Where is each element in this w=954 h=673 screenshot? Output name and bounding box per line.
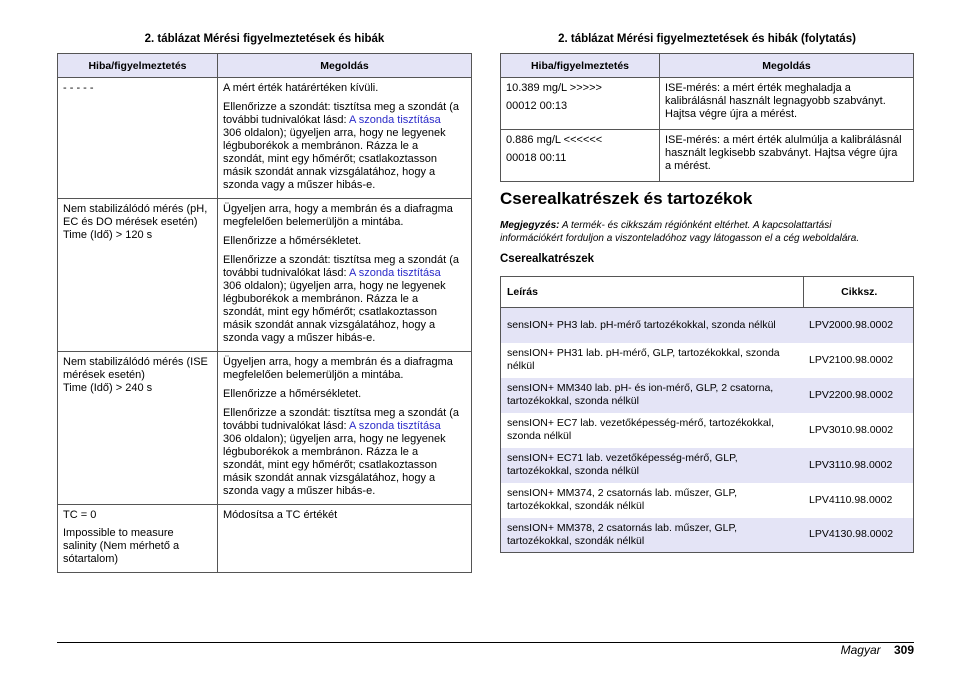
- parts-row: [501, 378, 914, 413]
- solution-text: [223, 472, 466, 485]
- part-description-text: nélkül: [507, 360, 535, 372]
- probe-cleaning-link[interactable]: A szonda tisztítása: [348, 420, 441, 432]
- solution-text: [223, 127, 466, 140]
- solution-line: Ellenőrizze a hőmérsékletet.: [223, 388, 362, 400]
- solution-line: Ügyeljen arra, hogy a membrán és a diafragma: [223, 203, 453, 215]
- part-code: LPV2000.98.0002: [803, 308, 914, 343]
- part-description: [501, 378, 804, 413]
- fault-text: TC = 0: [63, 509, 97, 521]
- note-line: A termék- és cikkszám régiónként eltérhet. A kapcsolattartási: [559, 220, 832, 231]
- solution-line: Ügyeljen arra, hogy a membrán és a diafragma: [223, 356, 453, 368]
- solution-paragraph: [223, 407, 466, 498]
- note-label: Megjegyzés:: [500, 220, 560, 231]
- section-heading: Cserealkatrészek és tartozékok: [500, 189, 753, 208]
- fault-column-header: Hiba/figyelmeztetés: [501, 54, 660, 78]
- part-description: [501, 343, 804, 378]
- solution-line: további tudnivalókat lásd:: [223, 267, 349, 279]
- part-code: LPV3110.98.0002: [803, 448, 914, 483]
- fault-text: EC és DO mérések esetén): [63, 216, 198, 228]
- solution-line: 306 oldalon); ügyeljen arra, hogy ne legyenek: [223, 280, 446, 292]
- solution-text: [223, 140, 466, 153]
- part-description-text: tartozékokkal, szondák nélkül: [507, 500, 645, 512]
- solution-line: Módosítsa a TC értékét: [223, 509, 338, 521]
- solution-line: szonda vagy a műszer hibás-e.: [223, 332, 376, 344]
- solution-text: [223, 82, 466, 95]
- solution-line: 306 oldalon); ügyeljen arra, hogy ne legyenek: [223, 127, 446, 139]
- part-description-text: tartozékokkal, szonda nélkül: [507, 465, 639, 477]
- solution-cell: [218, 505, 472, 573]
- part-description-text: sensION+ EC7 lab. vezetőképesség-mérő, tartozékokkal,: [507, 417, 775, 429]
- part-description: [501, 483, 804, 518]
- solution-text: [223, 420, 466, 433]
- solution-paragraph: [223, 254, 466, 345]
- part-description-text: sensION+ MM340 lab. pH- és ion-mérő, GLP, 2 csatorna,: [507, 382, 774, 394]
- solution-line: szonda vagy a műszer hibás-e.: [223, 485, 376, 497]
- solution-text: [223, 114, 466, 127]
- solution-text: [223, 459, 466, 472]
- solution-text: a mérést.: [665, 160, 711, 172]
- table-row: [58, 199, 472, 352]
- solution-text: [223, 267, 466, 280]
- probe-cleaning-link[interactable]: A szonda tisztítása: [348, 114, 441, 126]
- solution-text: [223, 306, 466, 319]
- solution-cell: [218, 199, 472, 352]
- solution-column-header: Megoldás: [660, 54, 914, 78]
- part-code: LPV4110.98.0002: [809, 493, 893, 506]
- parts-row: [501, 308, 914, 343]
- part-code: LPV4130.98.0002: [803, 518, 914, 553]
- table-row: [58, 505, 472, 573]
- solution-paragraph: [223, 203, 466, 229]
- fault-text: salinity (Nem mérhető a: [63, 540, 180, 552]
- parts-table: [500, 276, 914, 553]
- solution-cell: [660, 130, 914, 182]
- fault-cell: [501, 78, 660, 130]
- solution-cell: [218, 78, 472, 199]
- parts-row: [501, 448, 914, 483]
- solution-line: megfelelően belemerüljön a mintába.: [223, 369, 404, 381]
- part-description: [501, 308, 804, 343]
- fault-cell: [58, 352, 218, 505]
- solution-line: szondát, mint egy hőmérőt; csatlakoztasson: [223, 306, 437, 318]
- fault-text: Time (Idő) > 240 s: [63, 382, 153, 394]
- solution-column-header: Megoldás: [218, 54, 472, 78]
- fault-table-cont-caption: 2. táblázat Mérési figyelmeztetések és hibák (folytatás): [558, 33, 856, 45]
- solution-line: A mért érték határértéken kívüli.: [223, 82, 379, 94]
- note-line: információkért forduljon a viszonteladóhoz vagy látogasson el a cég weboldalára.: [500, 233, 860, 244]
- parts-row: [501, 483, 914, 518]
- solution-line: 306 oldalon); ügyeljen arra, hogy ne legyenek: [223, 433, 446, 445]
- part-description-text: sensION+ PH31 lab. pH-mérő, GLP, tartozékokkal, szonda: [507, 347, 780, 359]
- solution-text: [223, 153, 466, 166]
- solution-text: ISE-mérés: a mért érték meghaladja a: [665, 82, 851, 94]
- fault-text: 0.886 mg/L <<<<<<: [506, 134, 603, 146]
- solution-line: további tudnivalókat lásd:: [223, 420, 349, 432]
- solution-text: használt legkisebb szabványt. Hajtsa végre újra: [665, 147, 898, 159]
- fault-text: 00018 00:11: [506, 152, 567, 164]
- part-code: LPV3010.98.0002: [809, 423, 894, 436]
- fault-text: Nem stabilizálódó mérés (pH,: [63, 203, 208, 215]
- part-code: LPV2200.98.0002: [803, 378, 914, 413]
- solution-line: másik szondát annak vizsgálatához, hogy a: [223, 319, 436, 331]
- fault-table-continued: [500, 53, 914, 182]
- solution-text: [223, 509, 466, 522]
- parts-row: [501, 343, 914, 378]
- solution-line: szondát, mint egy hőmérőt; csatlakoztasson: [223, 153, 437, 165]
- solution-line: légbuborékok a membránon. Rázza le a: [223, 293, 419, 305]
- fault-table: [57, 53, 472, 573]
- solution-text: [223, 446, 466, 459]
- solution-text: [223, 356, 466, 369]
- solution-text: [223, 166, 466, 179]
- solution-text: [223, 179, 466, 192]
- solution-paragraph: [223, 388, 466, 401]
- parts-subheading: Cserealkatrészek: [500, 253, 594, 265]
- fault-text: Nem stabilizálódó mérés (ISE: [63, 356, 208, 368]
- page-number: 309: [893, 643, 914, 657]
- solution-text: [223, 293, 466, 306]
- table-row: [501, 78, 914, 130]
- solution-text: [223, 235, 466, 248]
- solution-text: [223, 407, 466, 420]
- solution-line: légbuborékok a membránon. Rázza le a: [223, 446, 419, 458]
- parts-table-body: [501, 308, 914, 553]
- part-description-text: sensION+ PH3 lab. pH-mérő tartozékokkal, szonda nélkül: [507, 318, 776, 331]
- fault-text: 10.389 mg/L >>>>>: [506, 82, 602, 94]
- fault-text: - - - - -: [63, 82, 94, 94]
- fault-cell: [58, 199, 218, 352]
- fault-cell: [501, 130, 660, 182]
- fault-text: Impossible to measure: [63, 527, 174, 539]
- solution-line: szonda vagy a műszer hibás-e.: [223, 179, 376, 191]
- part-description-text: sensION+ MM378, 2 csatornás lab. műszer, GLP,: [507, 521, 738, 534]
- part-description-text: tartozékokkal, szondák nélkül: [507, 534, 645, 547]
- fault-table-body: [58, 78, 472, 573]
- table-row: [501, 130, 914, 182]
- solution-paragraph: [223, 82, 466, 95]
- fault-text: Time (Idő) > 120 s: [63, 229, 153, 241]
- solution-text: kalibrálásnál használt legnagyobb szabványt.: [665, 95, 886, 107]
- probe-cleaning-link[interactable]: A szonda tisztítása: [348, 267, 441, 279]
- solution-text: [223, 433, 466, 446]
- solution-cell: [218, 352, 472, 505]
- solution-line: Ellenőrizze a szondát: tisztítsa meg a szondát (a: [223, 101, 460, 113]
- fault-cell: [58, 78, 218, 199]
- solution-text: [223, 254, 466, 267]
- solution-line: megfelelően belemerüljön a mintába.: [223, 216, 404, 228]
- solution-line: szondát, mint egy hőmérőt; csatlakoztasson: [223, 459, 437, 471]
- footer-divider: [57, 642, 914, 643]
- solution-line: másik szondát annak vizsgálatához, hogy a: [223, 166, 436, 178]
- solution-line: légbuborékok a membránon. Rázza le a: [223, 140, 419, 152]
- fault-column-header: Hiba/figyelmeztetés: [58, 54, 218, 78]
- solution-paragraph: [223, 235, 466, 248]
- solution-paragraph: [223, 509, 466, 522]
- part-description-text: tartozékokkal, szonda nélkül: [507, 395, 639, 407]
- fault-cell: [58, 505, 218, 573]
- solution-text: Hajtsa végre újra a mérést.: [665, 108, 798, 120]
- solution-text: [223, 319, 466, 332]
- code-column-header: Cikksz.: [803, 277, 914, 308]
- table-row: [58, 352, 472, 505]
- description-column-header: Leírás: [501, 277, 804, 308]
- solution-line: másik szondát annak vizsgálatához, hogy a: [223, 472, 436, 484]
- solution-text: [223, 369, 466, 382]
- part-description: [501, 413, 804, 448]
- part-description: [501, 448, 804, 483]
- part-description-text: sensION+ MM374, 2 csatornás lab. műszer, GLP,: [507, 487, 738, 499]
- solution-text: [223, 485, 466, 498]
- parts-row: [501, 518, 914, 553]
- solution-paragraph: [223, 356, 466, 382]
- solution-text: ISE-mérés: a mért érték alulmúlja a kalibrálásnál: [665, 134, 902, 146]
- solution-line: Ellenőrizze a szondát: tisztítsa meg a szondát (a: [223, 407, 460, 419]
- parts-row: [501, 413, 914, 448]
- fault-text: sótartalom): [63, 553, 119, 565]
- page-footer: [841, 643, 914, 657]
- table-row: [58, 78, 472, 199]
- solution-line: további tudnivalókat lásd:: [223, 114, 349, 126]
- solution-line: Ellenőrizze a hőmérsékletet.: [223, 235, 362, 247]
- fault-text: mérések esetén): [63, 369, 145, 381]
- part-code: LPV2100.98.0002: [809, 353, 894, 366]
- part-description-text: sensION+ EC71 lab. vezetőképesség-mérő, GLP,: [507, 452, 738, 464]
- solution-paragraph: [223, 101, 466, 192]
- fault-table-caption: 2. táblázat Mérési figyelmeztetések és hibák: [144, 33, 385, 45]
- fault-text: 00012 00:13: [506, 100, 568, 112]
- solution-line: Ellenőrizze a szondát: tisztítsa meg a szondát (a: [223, 254, 460, 266]
- note: [500, 219, 914, 245]
- solution-text: [223, 216, 466, 229]
- solution-text: [223, 101, 466, 114]
- solution-text: [223, 280, 466, 293]
- fault-table-cont-body: [501, 78, 914, 182]
- solution-text: [223, 388, 466, 401]
- part-description-text: szonda nélkül: [507, 430, 572, 442]
- solution-text: [223, 332, 466, 345]
- part-description: [501, 518, 804, 553]
- solution-text: [223, 203, 466, 216]
- footer-language: Magyar: [840, 643, 881, 657]
- solution-cell: [660, 78, 914, 130]
